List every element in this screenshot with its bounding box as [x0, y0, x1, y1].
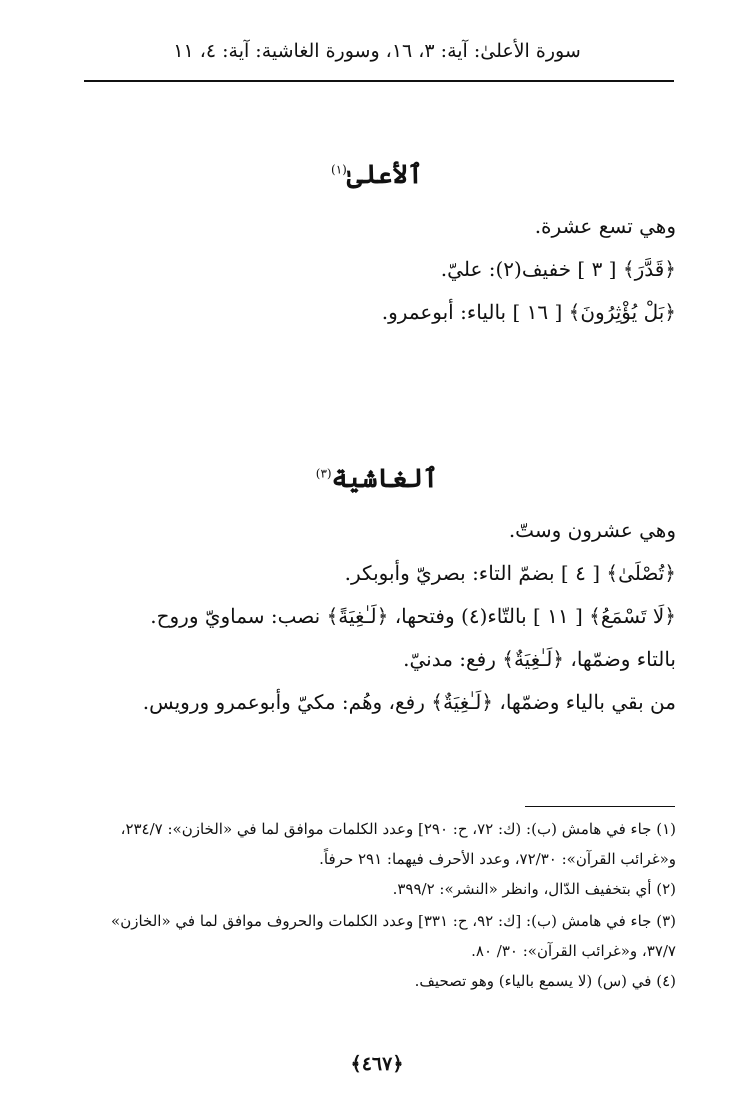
verse-count-line: وهي تسع عشرة.: [534, 214, 676, 238]
footnote-marker: (١): [331, 162, 347, 177]
footnote: (٢) أي بتخفيف الدّال، وانظر «النشر»: ٣٩٩/٢.: [392, 880, 676, 898]
footnote: و«غرائب القرآن»: ٧٢/٣٠، وعدد الأحرف فيهما: ٢٩١ حرفاً.: [319, 850, 676, 868]
header-rule: [84, 80, 674, 82]
reading-line: بالتاء وضمّها، ﴿لَـٰغِيَةٌ﴾ رفع: مدنيّ.: [403, 647, 676, 671]
verse-count-line: وهي عشرون وستّ.: [508, 518, 676, 542]
footnote: ٣٧/٧، و«غرائب القرآن»: ٣٠/ ٨٠.: [471, 942, 676, 960]
footnote: (٤) في (س) (لا يسمع بالياء) وهو تصحيف.: [414, 972, 676, 990]
section-title-al-ala: [0, 160, 754, 190]
footnote: (٣) جاء في هامش (ب): [ك: ٩٢، ح: ٣٣١] وعدد الكلمات والحروف موافق لما في «الخازن»: [111, 912, 676, 930]
footnote-marker: (٣): [315, 466, 332, 481]
running-head: سورة الأعلىٰ: آية: ٣، ١٦، وسورة الغاشية: آية: ٤، ١١: [173, 40, 581, 62]
reading-line: ﴿بَلْ يُؤْثِرُونَ﴾ [ ١٦ ] بالياء: أبوعمرو.: [381, 300, 676, 324]
reading-line: ﴿قَدَّرَ﴾ [ ٣ ] خفيف(٢): عليّ.: [440, 257, 676, 281]
section-title-text: ٱلغاشية: [331, 464, 439, 494]
footnote: (١) جاء في هامش (ب): (ك: ٧٢، ح: ٢٩٠] وعدد الكلمات موافق لما في «الخازن»: ٢٣٤/٧،: [120, 820, 676, 838]
section-title-text: ٱلأعلىٰ: [346, 160, 423, 190]
reading-line: ﴿تُصْلَىٰ﴾ [ ٤ ] بضمّ التاء: بصريّ وأبوبكر.: [344, 561, 676, 585]
page-number: ﴿٤٦٧﴾: [350, 1053, 404, 1075]
reading-line: ﴿لَا تَسْمَعُ﴾ [ ١١ ] بالتّاء(٤) وفتحها، ﴿لَـٰغِيَةً﴾ نصب: سماويّ وروح.: [150, 604, 676, 628]
footnote-rule: [525, 806, 675, 807]
section-title-al-ghashiya: [0, 464, 754, 494]
reading-line: من بقي بالياء وضمّها، ﴿لَـٰغِيَةٌ﴾ رفع، وهُم: مكيّ وأبوعمرو ورويس.: [142, 690, 676, 714]
